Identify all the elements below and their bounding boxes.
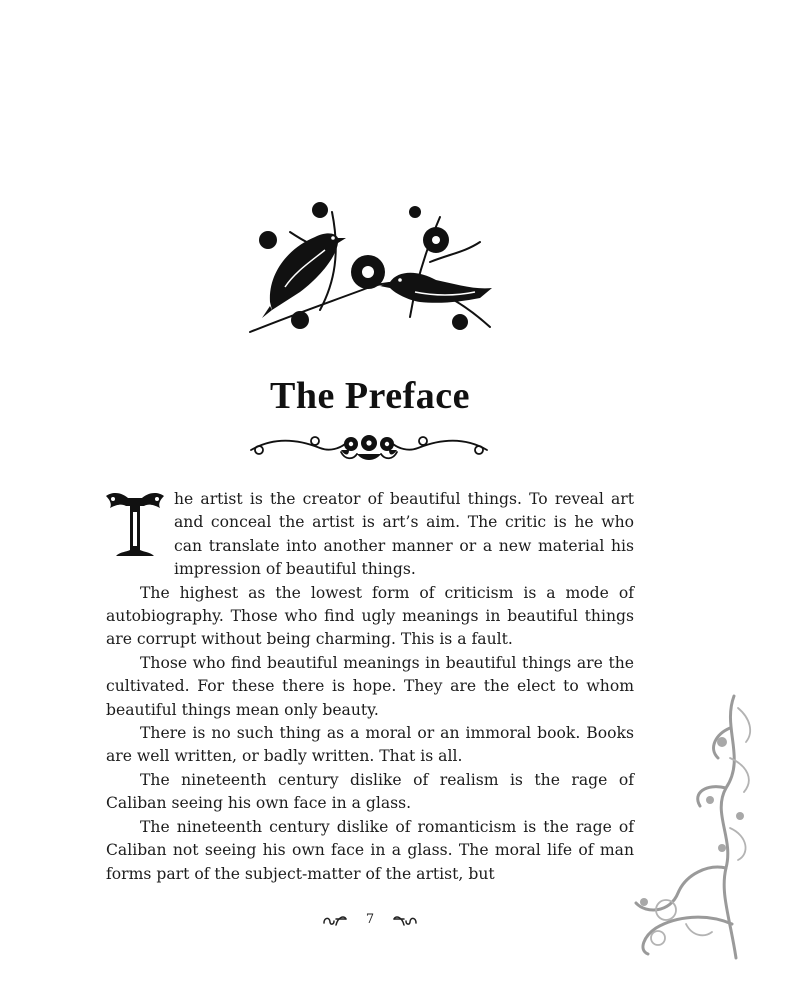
page-number: 7 [365,912,375,927]
paragraph-6: The nineteenth century dislike of romanticism is the rage of Caliban not seeing his own face in a glass. The moral life of man forms part of the subject-matter of the artist, but [106,817,634,883]
paragraph-2: The highest as the lowest form of criticism is a mode of autobiography. Those who find ugly meanings in beautiful things are corrupt without being charming. This is a fault. [106,583,634,649]
preface-body [106,488,634,886]
footer-right-ornament-icon [392,913,418,927]
paragraph-5: The nineteenth century dislike of realism is the rage of Caliban seeing his own face in a glass. [106,770,634,813]
side-vine-ornament-icon [626,688,766,964]
paragraph-1-text: he artist is the creator of beautiful things. To reveal art and conceal the artist is art’s aim. The critic is he who can translate into another manner or a new material his impression of beautiful things. [174,490,634,579]
birds-vignette-icon [240,192,502,347]
chapter-title: The Preface [270,375,470,417]
dropcap [104,490,166,560]
paragraph-3: Those who find beautiful meanings in beautiful things are the cultivated. For these there is hope. They are the elect to whom beautiful things mean only beauty. [106,653,634,719]
paragraph-1 [106,488,634,582]
rose-flourish-icon [245,428,493,464]
dropcap-ornament-icon [104,490,166,560]
paragraph-4: There is no such thing as a moral or an immoral book. Books are well written, or badly written. That is all. [106,724,634,766]
footer-left-ornament-icon [322,913,348,927]
